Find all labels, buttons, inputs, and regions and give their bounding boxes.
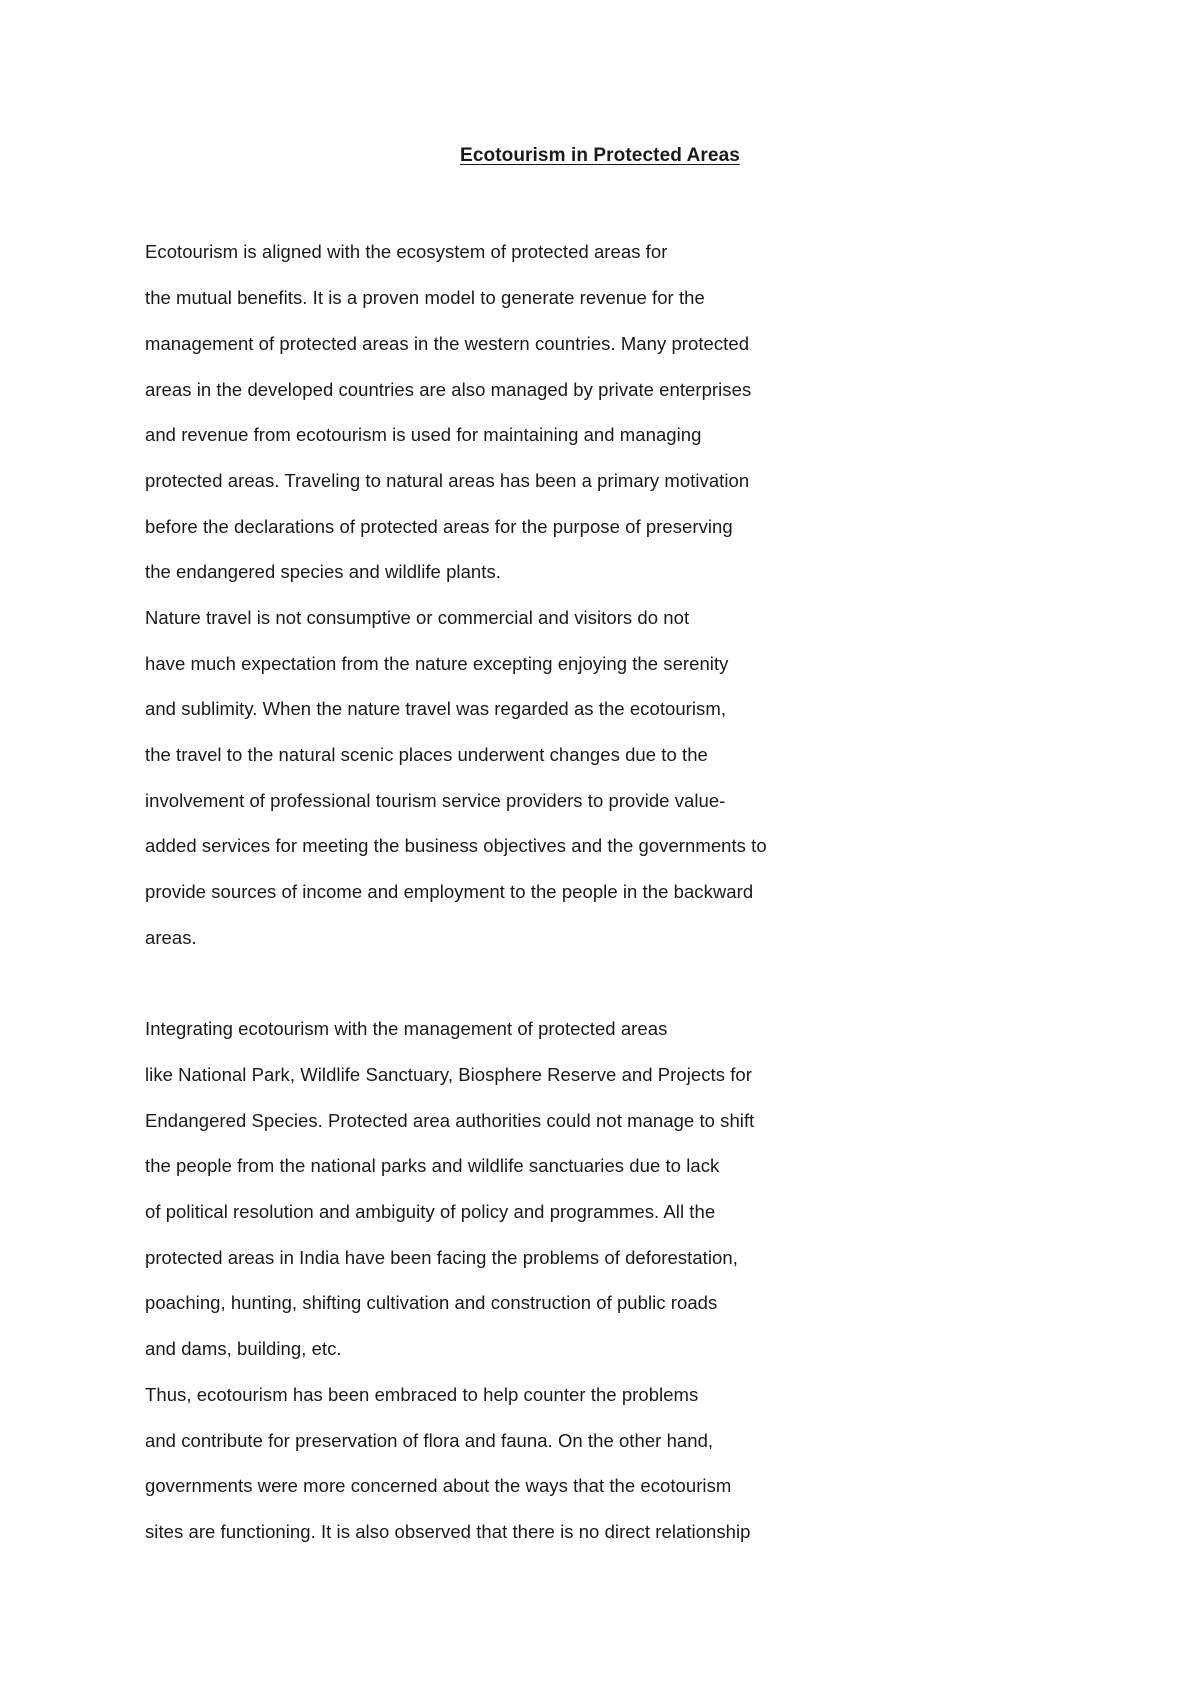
text-line: and revenue from ecotourism is used for maintaining and managing	[145, 424, 702, 445]
text-line: provide sources of income and employment to the people in the backward	[145, 881, 754, 902]
text-line: and contribute for preservation of flora and fauna. On the other hand,	[145, 1430, 714, 1451]
text-line: sites are functioning. It is also observed that there is no direct relationship	[145, 1521, 751, 1542]
text-line: involvement of professional tourism service providers to provide value-	[145, 790, 726, 811]
text-line: added services for meeting the business objectives and the governments to	[145, 835, 767, 856]
text-line: areas.	[145, 927, 197, 948]
text-line: protected areas in India have been facing the problems of deforestation,	[145, 1247, 738, 1268]
text-line: Nature travel is not consumptive or commercial and visitors do not	[145, 607, 690, 628]
text-line: protected areas. Traveling to natural areas has been a primary motivation	[145, 470, 750, 491]
text-line: the endangered species and wildlife plants.	[145, 561, 501, 582]
text-line: the travel to the natural scenic places underwent changes due to the	[145, 744, 708, 765]
text-line: Endangered Species. Protected area authorities could not manage to shift	[145, 1110, 755, 1131]
text-line: the mutual benefits. It is a proven model to generate revenue for the	[145, 287, 705, 308]
text-line: Ecotourism is aligned with the ecosystem of protected areas for	[145, 241, 668, 262]
text-line: poaching, hunting, shifting cultivation and construction of public roads	[145, 1292, 718, 1313]
text-line: the people from the national parks and wildlife sanctuaries due to lack	[145, 1155, 720, 1176]
text-line: and sublimity. When the nature travel was regarded as the ecotourism,	[145, 698, 727, 719]
text-line: areas in the developed countries are also managed by private enterprises	[145, 379, 752, 400]
text-line: Thus, ecotourism has been embraced to help counter the problems	[145, 1384, 699, 1405]
text-line: Integrating ecotourism with the management of protected areas	[145, 1018, 668, 1039]
document-title: Ecotourism in Protected Areas	[460, 145, 740, 166]
text-line: before the declarations of protected areas for the purpose of preserving	[145, 516, 733, 537]
text-line: of political resolution and ambiguity of policy and programmes. All the	[145, 1201, 716, 1222]
text-line: like National Park, Wildlife Sanctuary, Biosphere Reserve and Projects for	[145, 1064, 752, 1085]
text-line: have much expectation from the nature excepting enjoying the serenity	[145, 653, 729, 674]
text-line: management of protected areas in the western countries. Many protected	[145, 333, 750, 354]
text-line: governments were more concerned about the ways that the ecotourism	[145, 1475, 732, 1496]
text-line: and dams, building, etc.	[145, 1338, 342, 1359]
